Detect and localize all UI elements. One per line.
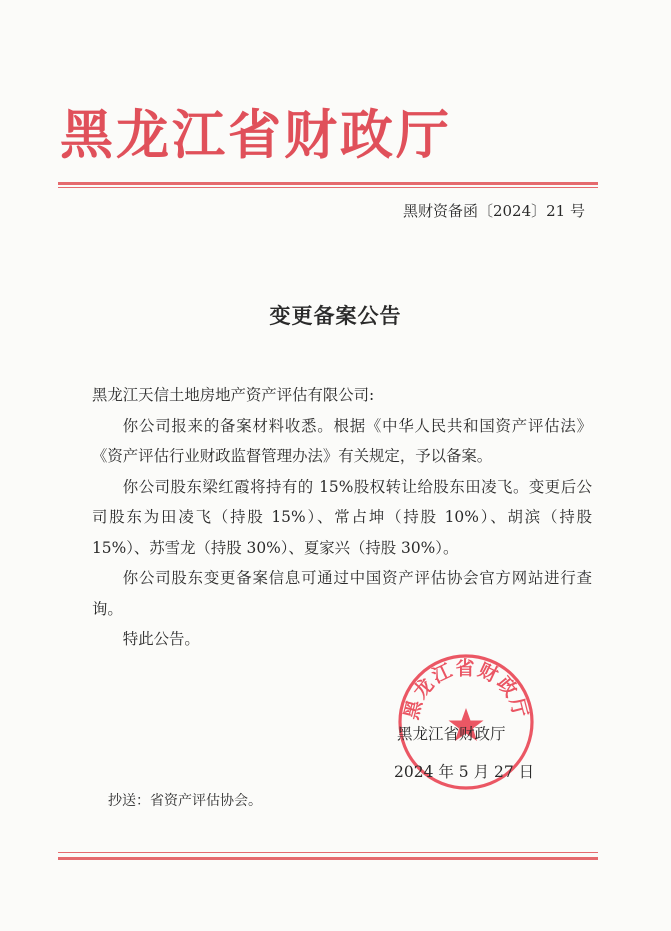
- header-rule-thin: [58, 187, 598, 188]
- footer-rule-bottom: [58, 857, 598, 860]
- svg-text:黑龙江省财政厅: 黑龙江省财政厅: [400, 657, 532, 722]
- body-paragraph: 特此公告。: [122, 630, 200, 648]
- body-paragraph: 你公司报来的备案材料收悉。根据《中华人民共和国资产评估法》《资产评估行业财政监督管理办法》有关规定，予以备案。: [92, 416, 592, 465]
- document-number: 黑财资备函〔2024〕21 号: [402, 202, 585, 220]
- body-paragraph: 你公司股东变更备案信息可通过中国资产评估协会官方网站进行查询。: [92, 569, 592, 618]
- footer-rule-top: [58, 852, 598, 853]
- cc-line: 抄送：省资产评估协会。: [108, 793, 262, 809]
- document-body: [92, 380, 592, 655]
- header-rule-thick: [58, 182, 598, 185]
- body-paragraph: 你公司股东梁红霞将持有的 15%股权转让给股东田凌飞。变更后公司股东为田凌飞（持股 15%）、常占坤（持股 10%）、胡滨（持股 15%）、苏雪龙（持股 30%）、夏家兴（持股 30%）。: [92, 477, 592, 557]
- addressee: 黑龙江天信土地房地产资产评估有限公司:: [92, 386, 375, 404]
- agency-header-title: 黑龙江省财政厅: [60, 104, 452, 166]
- signatory: 黑龙江省财政厅: [397, 725, 506, 743]
- document-heading: 变更备案公告: [269, 303, 402, 328]
- sign-date: 2024 年 5 月 27 日: [394, 763, 535, 781]
